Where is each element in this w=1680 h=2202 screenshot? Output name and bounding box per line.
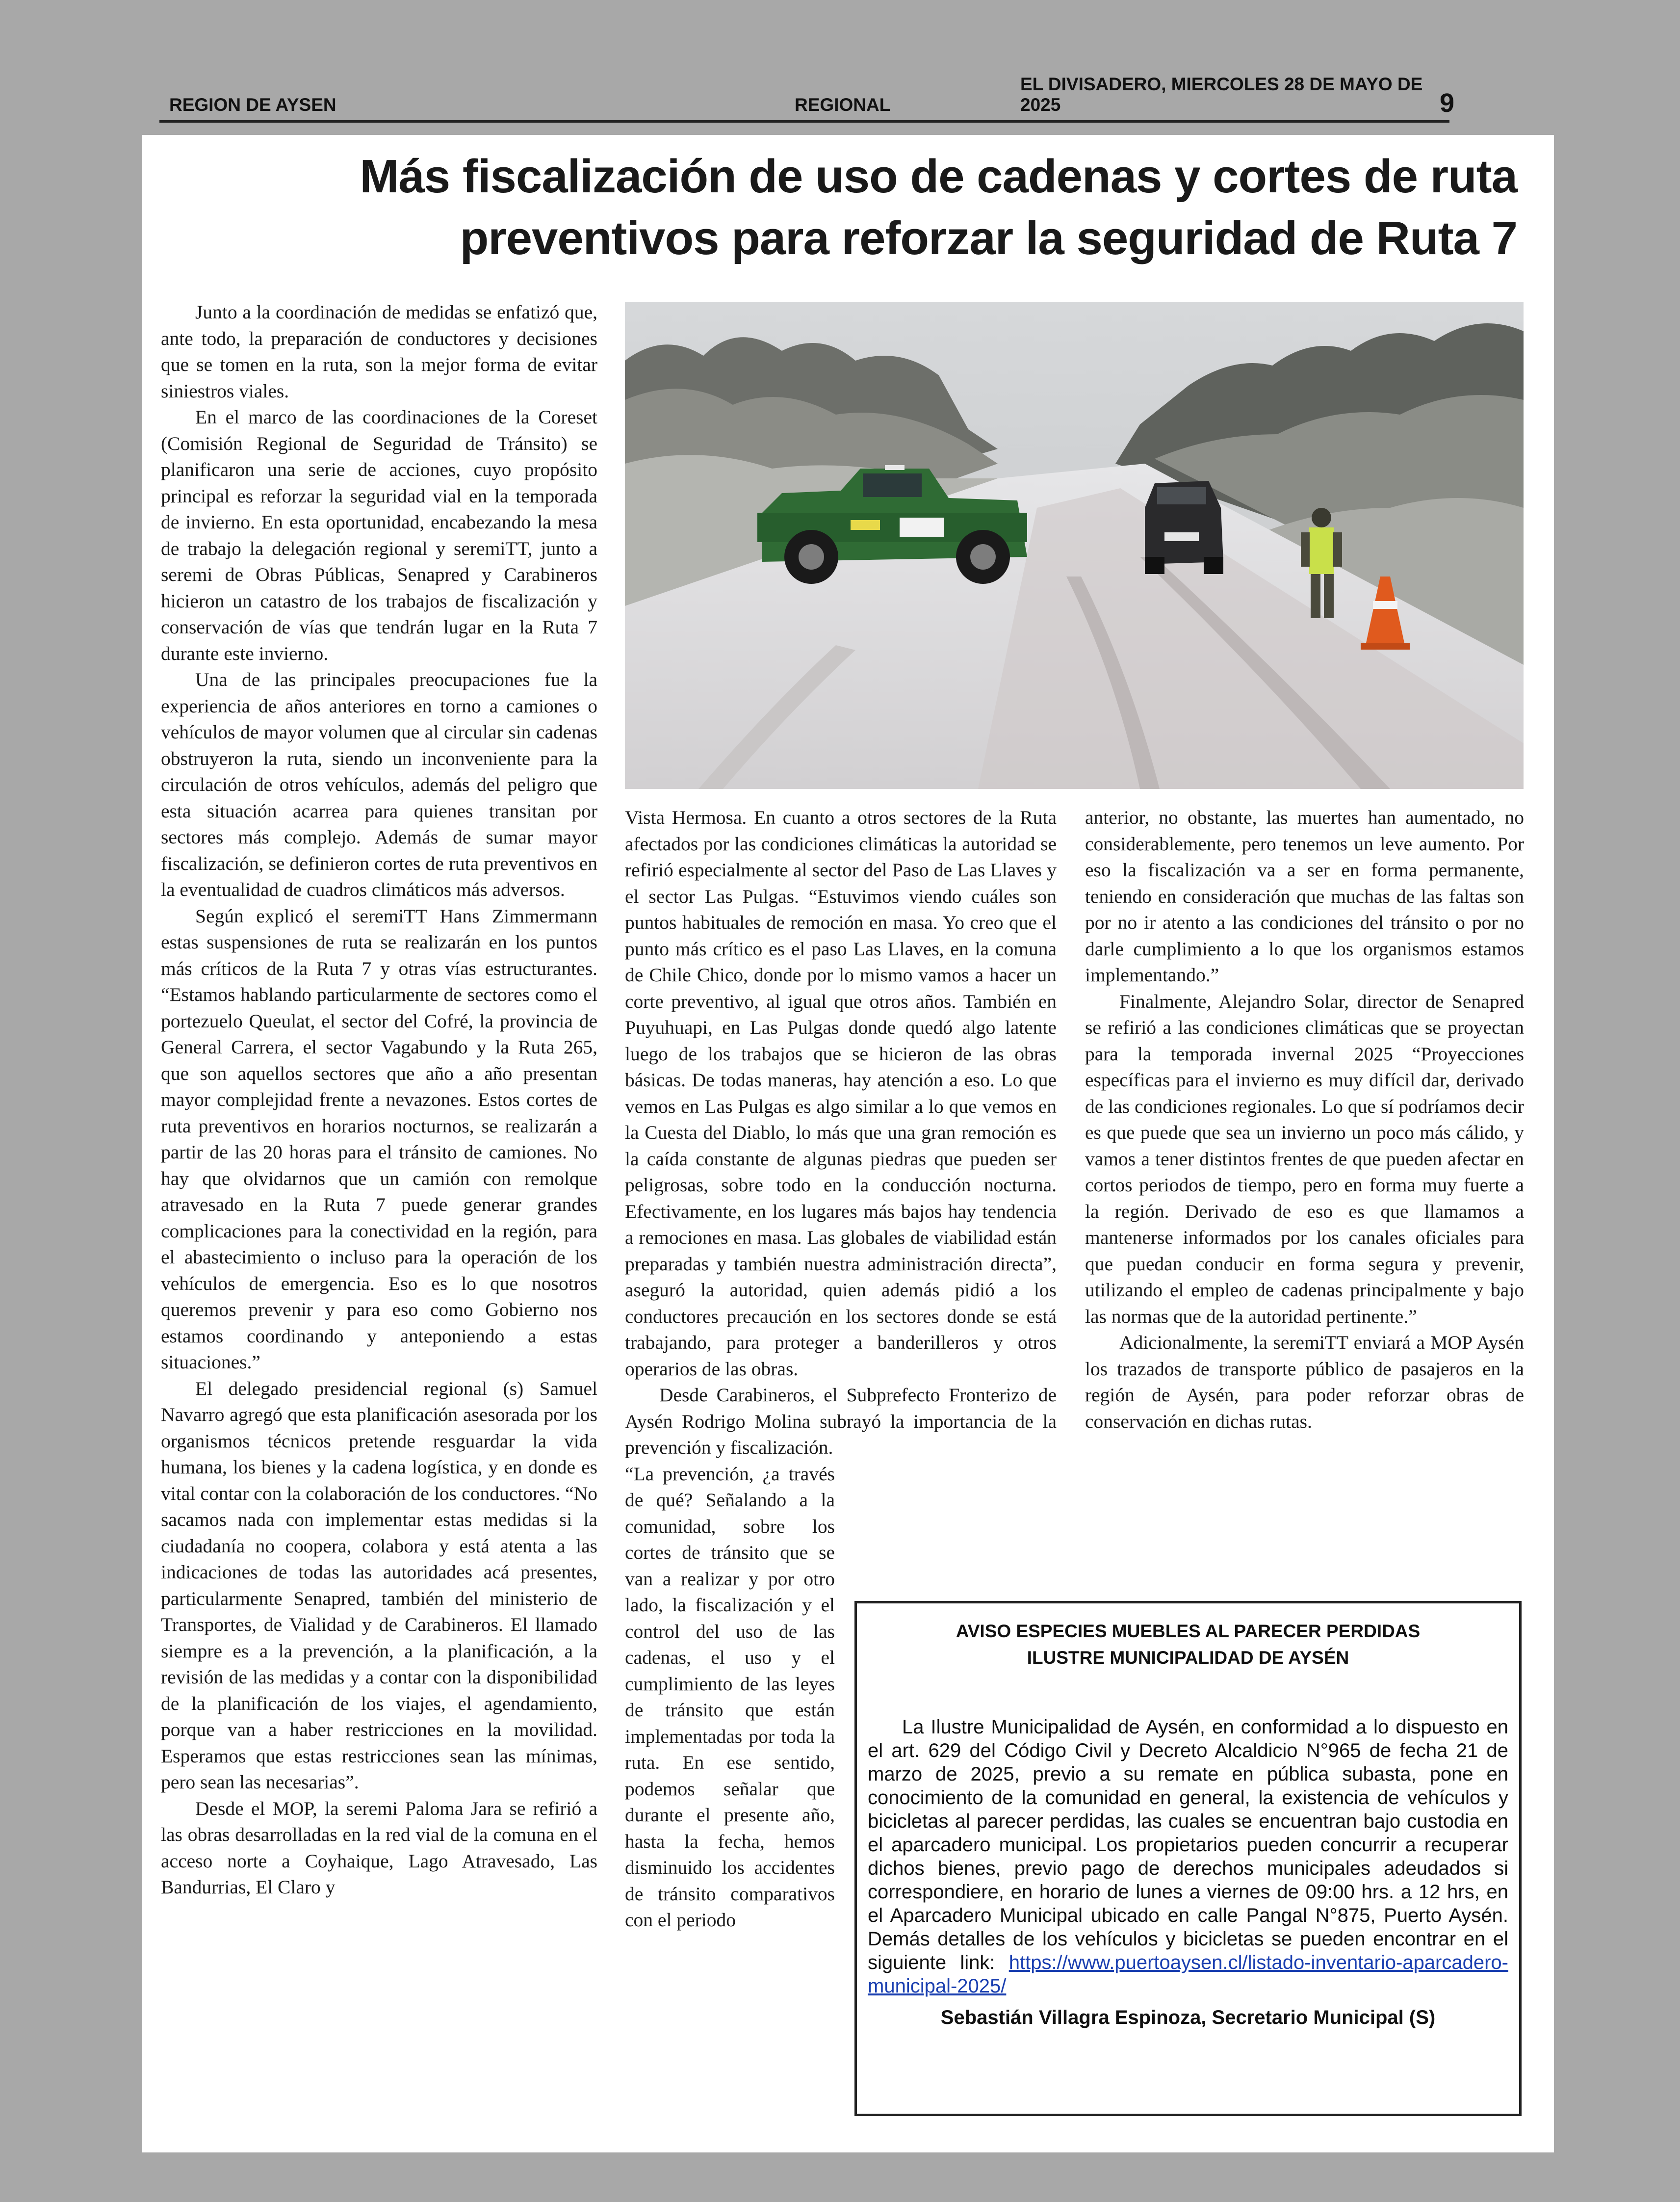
- notice-text: La Ilustre Municipalidad de Aysén, en conformidad a lo dispuesto en el art. 629 del Código Civil y Decreto Alcaldicio N°965 de fecha 21 de marzo de 2025, previo a su remate en pública subasta, pone en conocimiento de la comunidad en general, la existencia de vehículos y bicicletas al parecer perdidas, las cuales se encuentran bajo custodia en el aparcadero municipal. Los propietarios pueden concurrir a recuperar dichos bienes, previo pago de derechos municipales adeudados si correspondiere, en horario de lunes a viernes de 09:00 hrs. a 12 hrs, en el Aparcadero Municipal ubicado en calle Pangal N°875, Puerto Aysén. Demás detalles de los vehículos y bicicletas se pueden encontrar en el siguiente link:: [868, 1716, 1508, 1973]
- page-header: [159, 74, 1454, 123]
- article-sheet: [142, 135, 1554, 2152]
- category-name: REGIONAL: [795, 95, 891, 115]
- paragraph: Desde el MOP, la seremi Paloma Jara se refirió a las obras desarrolladas en la red vial de la comuna en el acceso norte a Coyhaique, Lago Atravesado, Las Bandurrias, El Claro y: [161, 1797, 597, 1898]
- paragraph: anterior, no obstante, las muertes han aumentado, no considerablemente, pero tenemos un leve aumento. Por eso la fiscalización va a ser en forma permanente, teniendo en consideración que muchas de las faltas son por no ir atento a las condiciones del tránsito o por no darle cumplimiento a lo que los organismos estamos implementando.”: [1085, 807, 1524, 986]
- page-number: 9: [1439, 88, 1454, 118]
- article-column-1: [161, 299, 597, 1901]
- snowy-road-checkpoint-photo: [625, 302, 1524, 789]
- paragraph: En el marco de las coordinaciones de la Coreset (Comisión Regional de Seguridad de Tránsito) se planificaron una serie de acciones, cuyo propósito principal es reforzar la seguridad vial en la temporada de invierno. En esta oportunidad, encabezando la mesa de trabajo la delegación regional y seremiTT, junto a seremi de Obras Públicas, Senapred y Carabineros hicieron un catastro de los trabajos de fiscalización y conservación de vías que tendrán lugar en la Ruta 7 durante este invierno.: [161, 406, 597, 664]
- headline: [242, 146, 1517, 269]
- notice-body: [868, 1715, 1508, 1998]
- notice-title-line-2: ILUSTRE MUNICIPALIDAD DE AYSÉN: [1027, 1648, 1349, 1668]
- headline-line-1: Más fiscalización de uso de cadenas y cortes de ruta: [360, 150, 1517, 203]
- municipal-notice: [854, 1601, 1522, 2116]
- paragraph: Una de las principales preocupaciones fue la experiencia de años anteriores en torno a camiones o vehículos de mayor volumen que al circular sin cadenas obstruyeron la ruta, siendo un inconveniente para la circulación de otros vehículos, además del peligro que esta situación acarrea para quienes transitan por sectores más complejo. Además de sumar mayor fiscalización, se definieron cortes de ruta preventivos en la eventualidad de cuadros climáticos más adversos.: [161, 669, 597, 900]
- dark-pickup: [1145, 481, 1223, 574]
- article-photo: [625, 302, 1524, 789]
- section-name: REGION DE AYSEN: [169, 95, 336, 115]
- publication-date: EL DIVISADERO, MIERCOLES 28 DE MAYO DE 2025: [1020, 74, 1423, 115]
- paragraph: El delegado presidencial regional (s) Samuel Navarro agregó que esta planificación asesorada por los organismos técnicos pretende resguardar la vida humana, los bienes y la cadena logística, y en donde es vital contar con la colaboración de los conductores. “No sacamos nada con implementar estas medidas si la ciudadanía no coopera, colabora y está atenta a las indicaciones de todas las autoridades acá presentes, particularmente Senapred, también del ministerio de Transportes, de Vialidad y de Carabineros. El llamado siempre es a la prevención, a la planificación, a la revisión de las medidas y a contar con la disponibilidad de la planificación de los viajes, el agendamiento, porque van a haber restricciones en la movilidad. Esperamos que estas restricciones sean las mínimas, pero sean las necesarias”.: [161, 1377, 597, 1793]
- paragraph: Según explicó el seremiTT Hans Zimmermann estas suspensiones de ruta se realizarán en los puntos más críticos de la Ruta 7 y otras vías estructurantes. “Estamos hablando particularmente de sectores como el portezuelo Queulat, el sector del Cofré, la provincia de General Carrera, el sector Vagabundo y la Ruta 265, que son aquellos sectores que año a año presentan mayor complejidad frente a nevazones. Estos cortes de ruta preventivos en horarios nocturnos, se realizarán a partir de las 20 horas para el tránsito de camiones. No hay que olvidarnos que un camión con remolque atravesado en la Ruta 7 puede generar grandes complicaciones para la conectividad en la región, para el abastecimiento o incluso para la operación de los vehículos de emergencia. Eso es lo que nosotros queremos prevenir y para eso como Gobierno nos estamos coordinando y anteponiendo a estas situaciones.”: [161, 905, 597, 1373]
- paragraph: Desde Carabineros, el Subprefecto Fronterizo de Aysén Rodrigo Molina subrayó la importancia de la prevención y fiscalización.: [625, 1384, 1057, 1458]
- paragraph: Finalmente, Alejandro Solar, director de Senapred se refirió a las condiciones climáticas que se proyectan para la temporada invernal 2025 “Proyecciones específicas para el invierno es muy difícil dar, derivado de las condiciones regionales. Lo que sí podríamos decir es que puede que sea un invierno un poco más cálido, y vamos a tener distintos frentes de que pueden afectar en cortos periodos de tiempo, pero en forma muy fuerte a la región. Derivado de eso es que llamamos a mantenerse informados por los canales oficiales para que puedan conducir en forma segura y prevenir, utilizando el empleo de cadenas principalmente y bajo las normas que de la autoridad pertinente.”: [1085, 990, 1524, 1327]
- article-column-3: [1085, 805, 1524, 1435]
- inventory-link[interactable]: https://www.puertoaysen.cl/listado-inventario-aparcadero-municipal-2025/: [868, 1952, 1508, 1997]
- headline-line-2: preventivos para reforzar la seguridad de Ruta 7: [460, 212, 1517, 264]
- notice-signature: Sebastián Villagra Espinoza, Secretario Municipal (S): [940, 2007, 1436, 2028]
- notice-title: [857, 1618, 1519, 1671]
- paragraph: “La prevención, ¿a través de qué? Señalando a la comunidad, sobre los cortes de tránsito que se van a realizar y por otro lado, la fiscalización y el control del uso de las cadenas, el uso y el cumplimiento de las leyes de tránsito que están implementadas por toda la ruta. En ese sentido, podemos señalar que durante el presente año, hasta la fecha, hemos disminuido los accidentes de tránsito comparativos con el periodo: [625, 1463, 835, 1931]
- notice-title-line-1: AVISO ESPECIES MUEBLES AL PARECER PERDIDAS: [956, 1621, 1421, 1641]
- paragraph: Adicionalmente, la seremiTT enviará a MOP Aysén los trazados de transporte público de pasajeros en la región de Aysén, para poder reforzar obras de conservación en dichas rutas.: [1085, 1332, 1524, 1432]
- paragraph: Junto a la coordinación de medidas se enfatizó que, ante todo, la preparación de conductores y decisiones que se tomen en la ruta, son la mejor forma de evitar siniestros viales.: [161, 301, 597, 402]
- paragraph: Vista Hermosa. En cuanto a otros sectores de la Ruta afectados por las condiciones climáticas la autoridad se refirió especialmente al sector del Paso de Las Llaves y el sector Las Pulgas. “Estuvimos viendo cuáles son puntos habituales de remoción en masa. Yo creo que el punto más crítico es el paso Las Llaves, en la comuna de Chile Chico, donde por lo mismo vamos a hacer un corte preventivo, al igual que otros años. También en Puyuhuapi, en Las Pulgas donde quedó algo latente luego de los trabajos que se hicieron de las obras básicas. De todas maneras, hay atención a eso. Lo que vemos en Las Pulgas es algo similar a lo que vemos en la Cuesta del Diablo, lo más que una gran remoción es la caída constante de algunas piedras que pueden ser peligrosas, sobre todo en la conducción nocturna. Efectivamente, en los lugares más bajos hay tendencia a remociones en masa. Las globales de viabilidad están preparadas y también nuestra administración directa”, aseguró la autoridad, quien además pidió a los conductores precaución en los sectores donde se está trabajando, para proteger a banderilleros y otros operarios de las obras.: [625, 807, 1057, 1380]
